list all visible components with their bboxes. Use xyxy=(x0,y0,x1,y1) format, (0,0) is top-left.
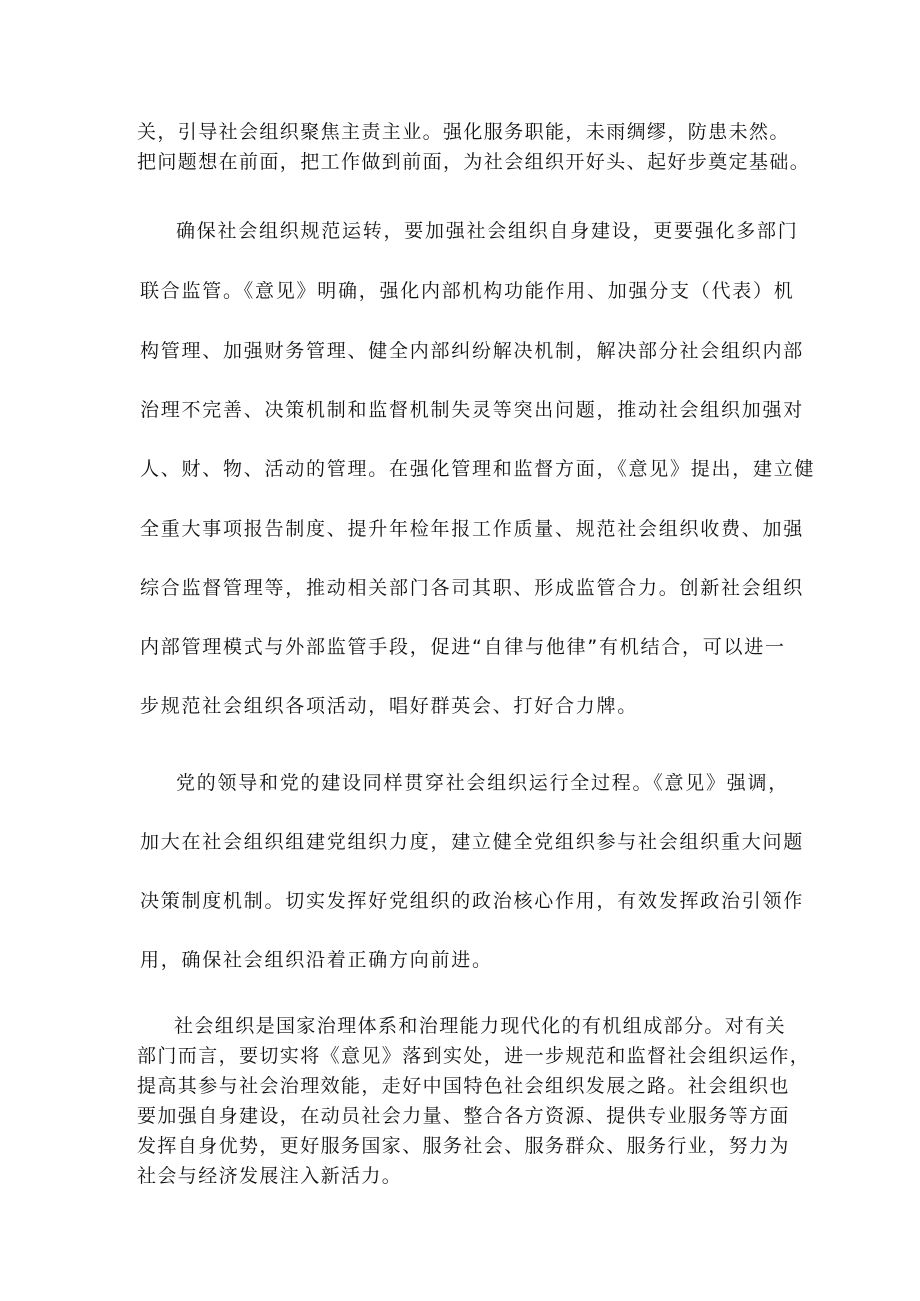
paragraph-line: 关，引导社会组织聚焦主责主业。强化服务职能，未雨绸缪，防患未然。 xyxy=(137,121,790,143)
paragraph-line: 社会组织是国家治理体系和治理能力现代化的有机组成部分。对有关 xyxy=(174,1015,787,1037)
paragraph-line: 发挥自身优势，更好服务国家、服务社会、服务群众、服务行业，努力为 xyxy=(137,1135,790,1157)
paragraph-line: 构管理、加强财务管理、健全内部纠纷解决机制，解决部分社会组织内部 xyxy=(140,340,805,362)
paragraph-line: 把问题想在前面，把工作做到前面，为社会组织开好头、起好步奠定基础。 xyxy=(137,151,811,173)
paragraph-line: 步规范社会组织各项活动，唱好群英会、打好合力牌。 xyxy=(140,695,639,717)
paragraph-line: 加大在社会组织组建党组织力度，建立健全党组织参与社会组织重大问题 xyxy=(140,831,805,853)
paragraph-line: 综合监督管理等，推动相关部门各司其职、形成监管合力。创新社会组织 xyxy=(140,577,805,599)
paragraph-line: 人、财、物、活动的管理。在强化管理和监督方面，《意见》提出，建立健 xyxy=(140,458,816,480)
paragraph-line: 内部管理模式与外部监管手段，促进“自律与他律”有机结合，可以进一 xyxy=(140,636,786,658)
paragraph-line: 用，确保社会组织沿着正确方向前进。 xyxy=(140,949,493,971)
paragraph-line: 部门而言，要切实将《意见》落到实处，进一步规范和监督社会组织运作， xyxy=(137,1045,811,1067)
paragraph-line: 治理不完善、决策机制和监督机制失灵等突出问题，推动社会组织加强对 xyxy=(140,399,805,421)
paragraph-line: 联合监管。《意见》明确，强化内部机构功能作用、加强分支（代表）机 xyxy=(140,280,795,302)
paragraph-line: 社会与经济发展注入新活力。 xyxy=(137,1165,403,1187)
paragraph-line: 要加强自身建设，在动员社会力量、整合各方资源、提供专业服务等方面 xyxy=(137,1105,790,1127)
paragraph-line: 全重大事项报告制度、提升年检年报工作质量、规范社会组织收费、加强 xyxy=(140,518,805,540)
paragraph-line: 确保社会组织规范运转，要加强社会组织自身建设，更要强化多部门 xyxy=(176,220,799,242)
paragraph-line: 党的领导和党的建设同样贯穿社会组织运行全过程。《意见》强调， xyxy=(176,772,790,794)
paragraph-line: 决策制度机制。切实发挥好党组织的政治核心作用，有效发挥政治引领作 xyxy=(140,890,805,912)
paragraph-line: 提高其参与社会治理效能，走好中国特色社会组织发展之路。社会组织也 xyxy=(137,1075,790,1097)
